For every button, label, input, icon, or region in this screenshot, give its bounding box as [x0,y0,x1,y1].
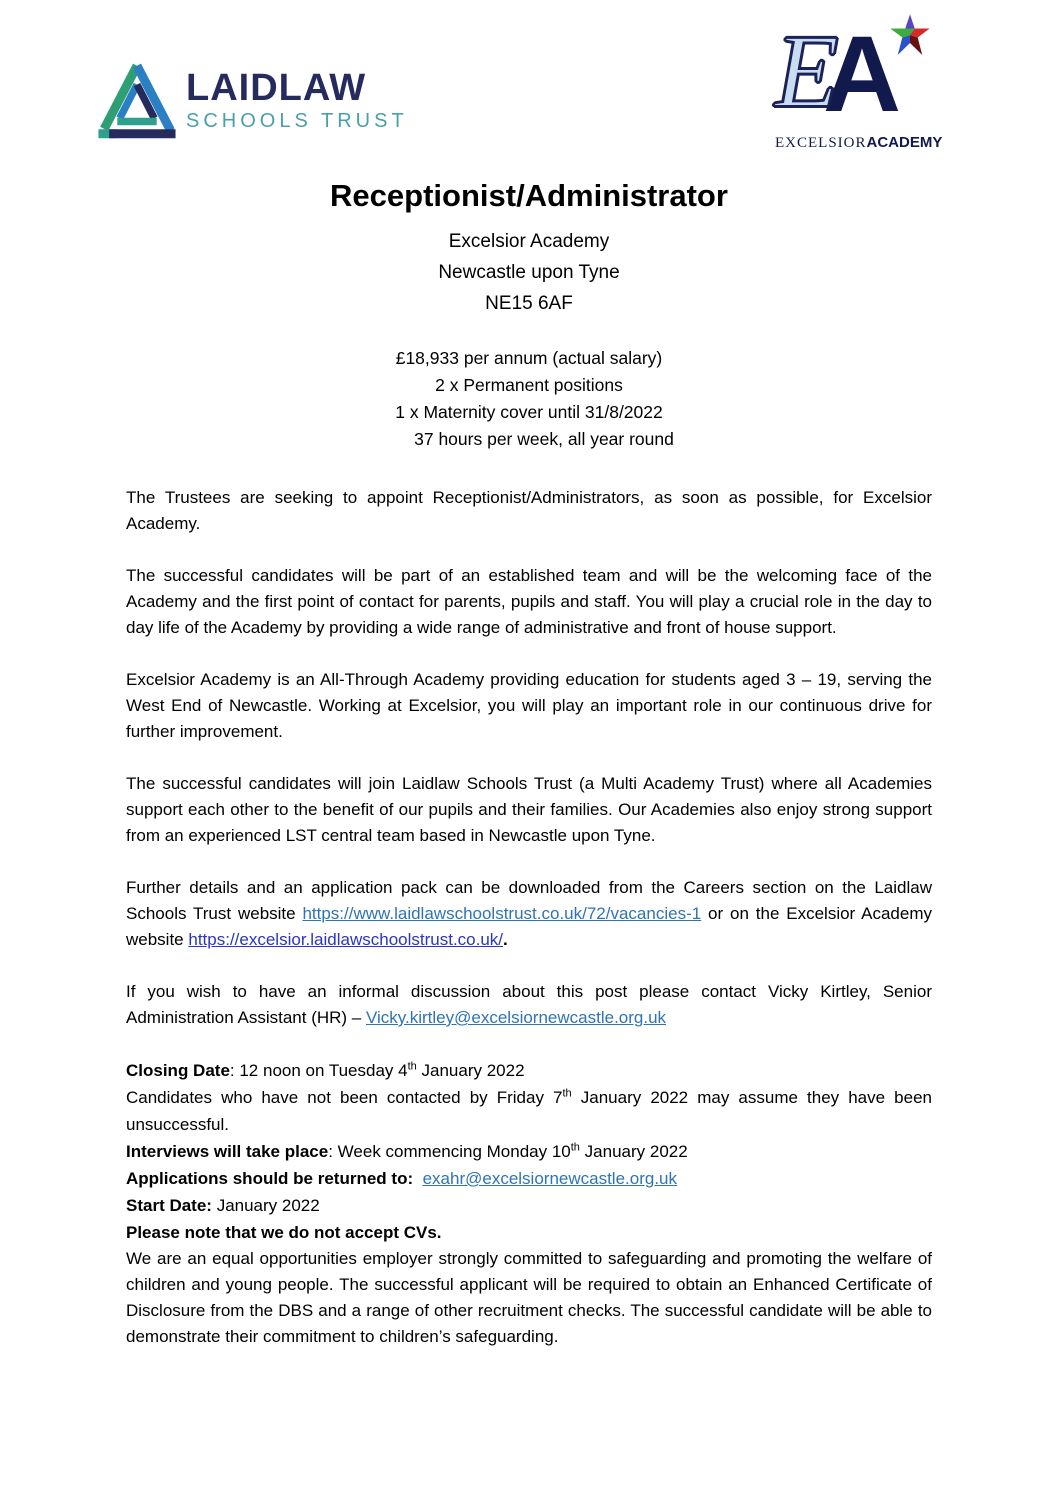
key-dates-section [126,1057,932,1246]
candidates-ordinal: th [562,1087,572,1100]
further-details-text-pre: Further details and an application pack can be downloaded from the Careers section on the Laidlaw Schools Trust website [126,878,932,923]
excelsior-logo [775,13,943,152]
page-title: Receptionist/Administrator [330,178,728,213]
maternity-cover-line: 1 x Maternity cover until 31/8/2022 [395,402,663,422]
applications-line [126,1165,932,1192]
excelsior-caption-excelsior: EXCELSIOR [775,135,867,151]
hours-line: 37 hours per week, all year round [414,429,674,449]
applications-label: Applications should be returned to: [126,1169,414,1188]
start-date-line [126,1192,932,1219]
applications-gap [413,1169,422,1188]
subtitle-block [0,226,1058,319]
no-cv-note [126,1219,932,1246]
laidlaw-subname: SCHOOLS TRUST [186,110,408,132]
candidates-text: Candidates who have not been contacted by Friday 7 [126,1088,563,1107]
contact-text-pre: If you wish to have an informal discussion about this post please contact Vicky Kirtley, Senior Administration Assistant (HR) – [126,982,932,1027]
closing-date-ordinal: th [407,1060,417,1073]
laidlaw-wordmark [186,69,408,133]
laidlaw-triangle-icon [96,60,178,142]
excelsior-website-link[interactable]: https://excelsior.laidlawschoolstrust.co.uk/ [188,930,504,949]
laidlaw-name: LAIDLAW [186,67,367,109]
interviews-text: : Week commencing Monday 10 [328,1142,571,1161]
paragraph-intro: The Trustees are seeking to appoint Receptionist/Administrators, as soon as possible, for Excelsior Academy. [126,488,932,533]
paragraph-contact [126,979,932,1031]
paragraph-further-details [126,875,932,953]
paragraph-team: The successful candidates will be part of an established team and will be the welcoming face of the Academy and the first point of contact for parents, pupils and staff. You will play a crucial role in the day to day life of the Academy by providing a wide range of administrative and front of house support. [126,566,932,637]
further-details-text-mid: or on the Excelsior Academy website [126,904,932,949]
excelsior-letter-a: A [823,13,901,134]
subtitle-academy: Excelsior Academy [448,231,610,252]
start-date-text: January 2022 [211,1196,320,1215]
closing-date-text: : 12 noon on Tuesday 4 [229,1061,408,1080]
paragraph-academy: Excelsior Academy is an All-Through Academy providing education for students aged 3 – 19, serving the West End of Newcastle. Working at Excelsior, you will play an important role in our continuous drive for further improvement. [126,670,932,741]
candidates-text-post: January 2022 may assume they have been unsuccessful. [126,1088,932,1134]
excelsior-monogram [775,13,940,134]
candidates-line [126,1084,932,1138]
permanent-positions-line: 2 x Permanent positions [435,375,623,395]
subtitle-city: Newcastle upon Tyne [438,262,620,283]
vacancies-link[interactable]: https://www.laidlawschoolstrust.co.uk/72/vacancies-1 [302,904,702,923]
document-body [0,485,1058,1350]
interviews-line [126,1138,932,1165]
further-details-text-post: . [503,930,508,949]
subtitle-postcode: NE15 6AF [485,293,573,314]
excelsior-letter-e: E [775,14,839,129]
salary-line: £18,933 per annum (actual salary) [395,348,663,368]
excelsior-star-icon [887,12,933,58]
laidlaw-logo [96,60,408,142]
interviews-ordinal: th [570,1141,580,1154]
paragraph-trust: The successful candidates will join Laidlaw Schools Trust (a Multi Academy Trust) where all Academies support each other to the benefit of our pupils and their families. Our Academies also enjoy strong support from an experienced LST central team based in Newcastle upon Tyne. [126,774,932,845]
closing-date-label: Closing Date [126,1061,230,1080]
no-cv-note-text: Please note that we do not accept CVs. [126,1223,442,1242]
excelsior-caption-academy: ACADEMY [866,134,943,151]
closing-date-line [126,1057,932,1084]
paragraph-equal-opportunities: We are an equal opportunities employer strongly committed to safeguarding and promoting the welfare of children and young people. The successful applicant will be required to obtain an Enhanced Certificate of Disclosure from the DBS and a range of other recruitment checks. The successful candidate will be able to demonstrate their commitment to children’s safeguarding. [126,1249,932,1346]
start-date-label: Start Date: [126,1196,212,1215]
closing-date-year: January 2022 [416,1061,525,1080]
excelsior-caption [775,134,943,152]
applications-email-link[interactable]: exahr@excelsiornewcastle.org.uk [422,1169,678,1188]
vicky-email-link[interactable]: Vicky.kirtley@excelsiornewcastle.org.uk [365,1008,667,1027]
interviews-year: January 2022 [579,1142,688,1161]
position-details [0,345,1058,453]
interviews-label: Interviews will take place [126,1142,329,1161]
